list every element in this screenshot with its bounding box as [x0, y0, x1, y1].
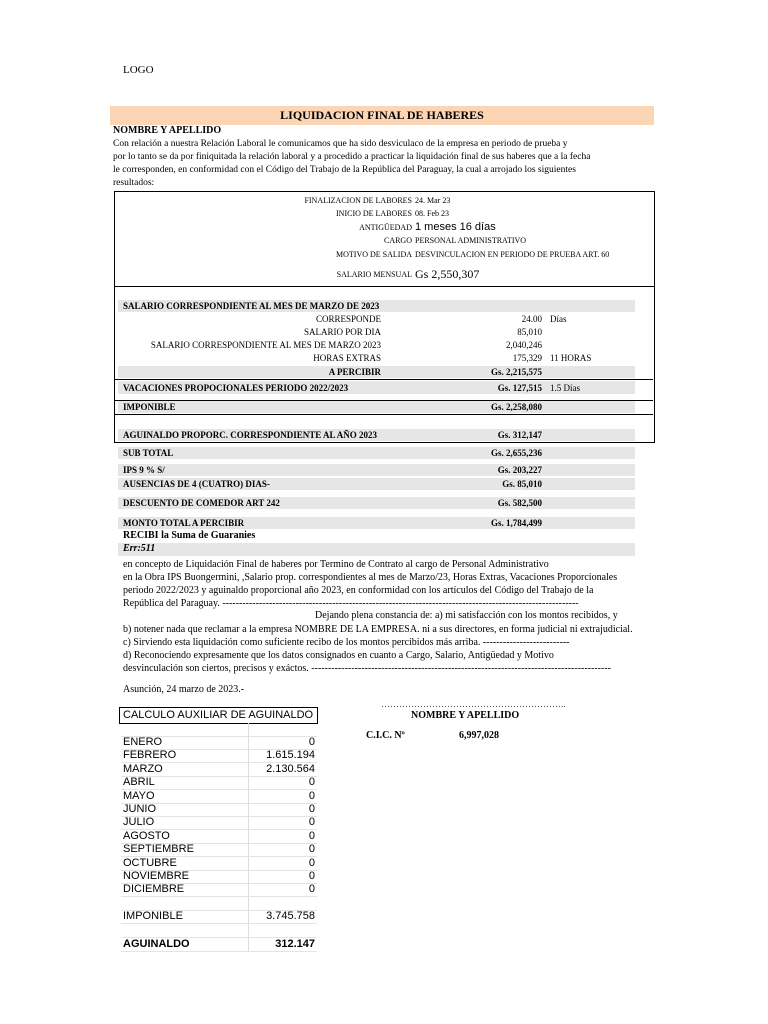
page-title: LIQUIDACION FINAL DE HABERES	[280, 108, 484, 122]
subtotal-value: Gs. 2,655,236	[490, 448, 542, 458]
intro-line: le corresponden, en conformidad con el Código del Trabajo de la República del Paraguay, la cual a arrojado los siguientes	[113, 165, 576, 175]
title-bar	[110, 106, 654, 125]
aux-table-title-box	[119, 707, 318, 724]
aux-month-value: 0	[308, 856, 315, 869]
imponible-label: IMPONIBLE	[123, 402, 176, 412]
concept-paragraph	[123, 558, 617, 610]
vacaciones-label: VACACIONES PROPOCIONALES PERIODO 2022/2023	[123, 383, 349, 393]
aux-month-value: 0	[308, 829, 315, 842]
aux-month-value: 0	[308, 843, 315, 856]
row-bg	[118, 447, 635, 459]
aux-month-label: DICIEMBRE	[123, 883, 185, 896]
ant-label: ANTIGÜEDAD	[359, 223, 412, 232]
aux-month-value: 0	[308, 803, 315, 815]
aguinaldo-label: AGUINALDO PROPORC. CORRESPONDIENTE AL AÑO 2023	[123, 430, 378, 440]
ini-label: INICIO DE LABORES	[336, 209, 412, 218]
aux-month-row	[121, 857, 317, 871]
aux-month-row	[121, 763, 317, 777]
employee-name-heading: NOMBRE Y APELLIDO	[113, 125, 222, 136]
aux-month-label: FEBRERO	[123, 749, 177, 762]
concept-line: República del Paraguay. -----------------------------------------------------------------------------------------------------------	[123, 598, 579, 609]
corresponde-unit: Días	[550, 314, 567, 324]
aux-month-value: 0	[308, 870, 315, 882]
ips-value: Gs. 203,227	[497, 465, 542, 475]
aux-imponible-value: 3.745.758	[266, 910, 315, 922]
subtotal-label: SUB TOTAL	[123, 448, 174, 458]
aux-month-label: NOVIEMBRE	[123, 870, 190, 882]
salario-mes-label: SALARIO CORRESPONDIENTE AL MES DE MARZO 2023	[150, 340, 381, 350]
salario-dia-value: 85,010	[517, 327, 542, 337]
intro-line: por lo tanto se da por finiquitada la relación laboral y a procedido a practicar la liquidación final de sus haberes que a la fecha	[113, 152, 591, 162]
ini-value: 08. Feb 23	[415, 209, 449, 218]
row-bg	[118, 464, 635, 476]
constancia-paragraph	[123, 623, 633, 675]
intro-line: resultados:	[113, 178, 155, 188]
aux-month-value: 0	[308, 789, 315, 802]
cargo-value: PERSONAL ADMINISTRATIVO	[415, 236, 527, 245]
aux-aguinaldo-value: 312.147	[275, 938, 315, 950]
aux-spacer-row	[121, 924, 317, 938]
aux-imponible-row	[121, 910, 317, 924]
aux-month-row	[121, 790, 317, 804]
cic-value: 6,997,028	[459, 730, 499, 741]
aux-imponible-label: IMPONIBLE	[123, 910, 183, 922]
recibi-text: RECIBI la Suma de Guaranies	[123, 530, 256, 541]
salario-mes-value: 2,040,246	[506, 340, 542, 350]
aux-month-value: 0	[308, 883, 315, 896]
constancia-line: d) Reconociendo expresamente que los datos consignados en cuanto a Cargo, Salario, Antigüedad y Motivo	[123, 650, 554, 661]
signature-line: ……………………………………………………..	[381, 699, 566, 709]
cargo-label: CARGO	[383, 236, 412, 245]
monto-total-label: MONTO TOTAL A PERCIBIR	[123, 518, 245, 528]
comedor-value: Gs. 582,500	[497, 498, 542, 508]
fin-value: 24. Mar 23	[415, 196, 451, 205]
error-value: Err:511	[123, 543, 156, 554]
ausencias-label: AUSENCIAS DE 4 (CUATRO) DIAS-	[123, 479, 270, 489]
horas-extras-value: 175,329	[512, 353, 542, 363]
intro-line: Con relación a nuestra Relación Laboral le comunicamos que ha sido desviculaco de la empresa en periodo de prueba y	[113, 139, 568, 149]
aux-month-label: SEPTIEMBRE	[123, 843, 194, 856]
aux-table-title: CALCULO AUXILIAR DE AGUINALDO	[123, 709, 314, 721]
logo-text: LOGO	[123, 64, 154, 76]
aux-month-value: 0	[308, 776, 315, 789]
aux-month-row	[121, 843, 317, 857]
aux-month-row	[121, 736, 317, 750]
concept-line: en concepto de Liquidación Final de haberes por Termino de Contrato al cargo de Personal Administrativo	[123, 559, 549, 570]
ausencias-value: Gs. 85,010	[502, 479, 542, 489]
aux-aguinaldo-label: AGUINALDO	[123, 938, 190, 950]
signature-name: NOMBRE Y APELLIDO	[411, 710, 520, 721]
aux-month-label: AGOSTO	[123, 829, 170, 842]
vacaciones-unit: 1.5 Días	[550, 383, 580, 393]
intro-paragraph	[113, 138, 590, 190]
aux-spacer-row	[121, 897, 317, 911]
aux-month-value: 1.615.194	[266, 749, 315, 762]
fin-label: FINALIZACION DE LABORES	[304, 196, 412, 205]
imponible-value: Gs. 2,258,080	[490, 402, 542, 412]
a-percibir-label: A PERCIBIR	[328, 367, 381, 377]
aux-month-value: 0	[308, 816, 315, 829]
constancia-line: b) notener nada que reclamar a la empresa NOMBRE DE LA EMPRESA. ni a sus directores, en forma judicial ni extrajudicial.	[123, 624, 633, 635]
horas-extras-label: HORAS EXTRAS	[313, 353, 381, 363]
salario-dia-label: SALARIO POR DIA	[303, 327, 381, 337]
corresponde-value: 24.00	[521, 314, 542, 324]
concept-line: en la Obra IPS Buongermini, ,Salario prop. correspondientes al mes de Marzo/23, Horas Extras, Vacaciones Proporcionales	[123, 572, 618, 583]
corresponde-label: CORRESPONDE	[315, 314, 381, 324]
a-percibir-value: Gs. 2,215,575	[490, 367, 542, 377]
aux-aguinaldo-row	[121, 938, 317, 952]
aux-month-label: JUNIO	[123, 803, 156, 815]
aux-month-row	[121, 830, 317, 844]
row-bg	[118, 543, 635, 556]
aguinaldo-value: Gs. 312,147	[497, 430, 542, 440]
comedor-label: DESCUENTO DE COMEDOR ART 242	[123, 498, 280, 508]
aux-spacer-row	[121, 723, 317, 737]
row-bg	[118, 401, 635, 413]
aux-month-label: JULIO	[123, 816, 155, 829]
aux-month-label: MAYO	[123, 789, 155, 802]
aux-month-label: ENERO	[123, 736, 163, 748]
constancia-line-a: Dejando plena constancia de: a) mi satisfacción con los montos recibidos, y	[315, 610, 618, 621]
salario-mensual-label: SALARIO MENSUAL	[336, 270, 412, 279]
aux-month-label: ABRIL	[123, 776, 155, 789]
aux-month-row	[121, 883, 317, 897]
motivo-label: MOTIVO DE SALIDA	[336, 250, 412, 259]
salario-mensual-value: Gs 2,550,307	[415, 267, 480, 281]
aux-month-value: 2.130.564	[266, 762, 315, 775]
aux-month-row	[121, 870, 317, 884]
ant-value: 1 meses 16 días	[415, 221, 496, 233]
constancia-line: c) Sirviendo esta liquidación como suficiente recibo de los montos percibidos más arriba. --------------------------	[123, 637, 570, 648]
motivo-value: DESVINCULACION EN PERIODO DE PRUEBA ART. 60	[415, 250, 610, 259]
monto-total-value: Gs. 1,784,499	[490, 518, 542, 528]
aux-month-row	[121, 816, 317, 830]
aux-month-value: 0	[308, 736, 315, 748]
imponible-divider	[114, 414, 653, 415]
horas-extras-unit: 11 HORAS	[550, 353, 592, 363]
aux-month-row	[121, 749, 317, 763]
cic-label: C.I.C. Nº	[366, 730, 405, 741]
aux-month-row	[121, 803, 317, 817]
concept-line: periodo 2022/2023 y aguinaldo proporcional año 2023, en conformidad con los artículos del Código del Trabajo de la	[123, 585, 594, 596]
aux-month-label: OCTUBRE	[123, 856, 177, 869]
aux-month-label: MARZO	[123, 762, 163, 775]
constancia-line: desvinculación son ciertos, precisos y exáctos. ------------------------------------------------------------------------------------------	[123, 663, 611, 674]
aux-month-row	[121, 776, 317, 790]
ips-label: IPS 9 % S/	[123, 465, 165, 475]
salario-marzo-heading: SALARIO CORRESPONDIENTE AL MES DE MARZO DE 2023	[123, 301, 380, 311]
vacaciones-value: Gs. 127,515	[497, 383, 542, 393]
place-date: Asunción, 24 marzo de 2023.-	[123, 684, 245, 695]
